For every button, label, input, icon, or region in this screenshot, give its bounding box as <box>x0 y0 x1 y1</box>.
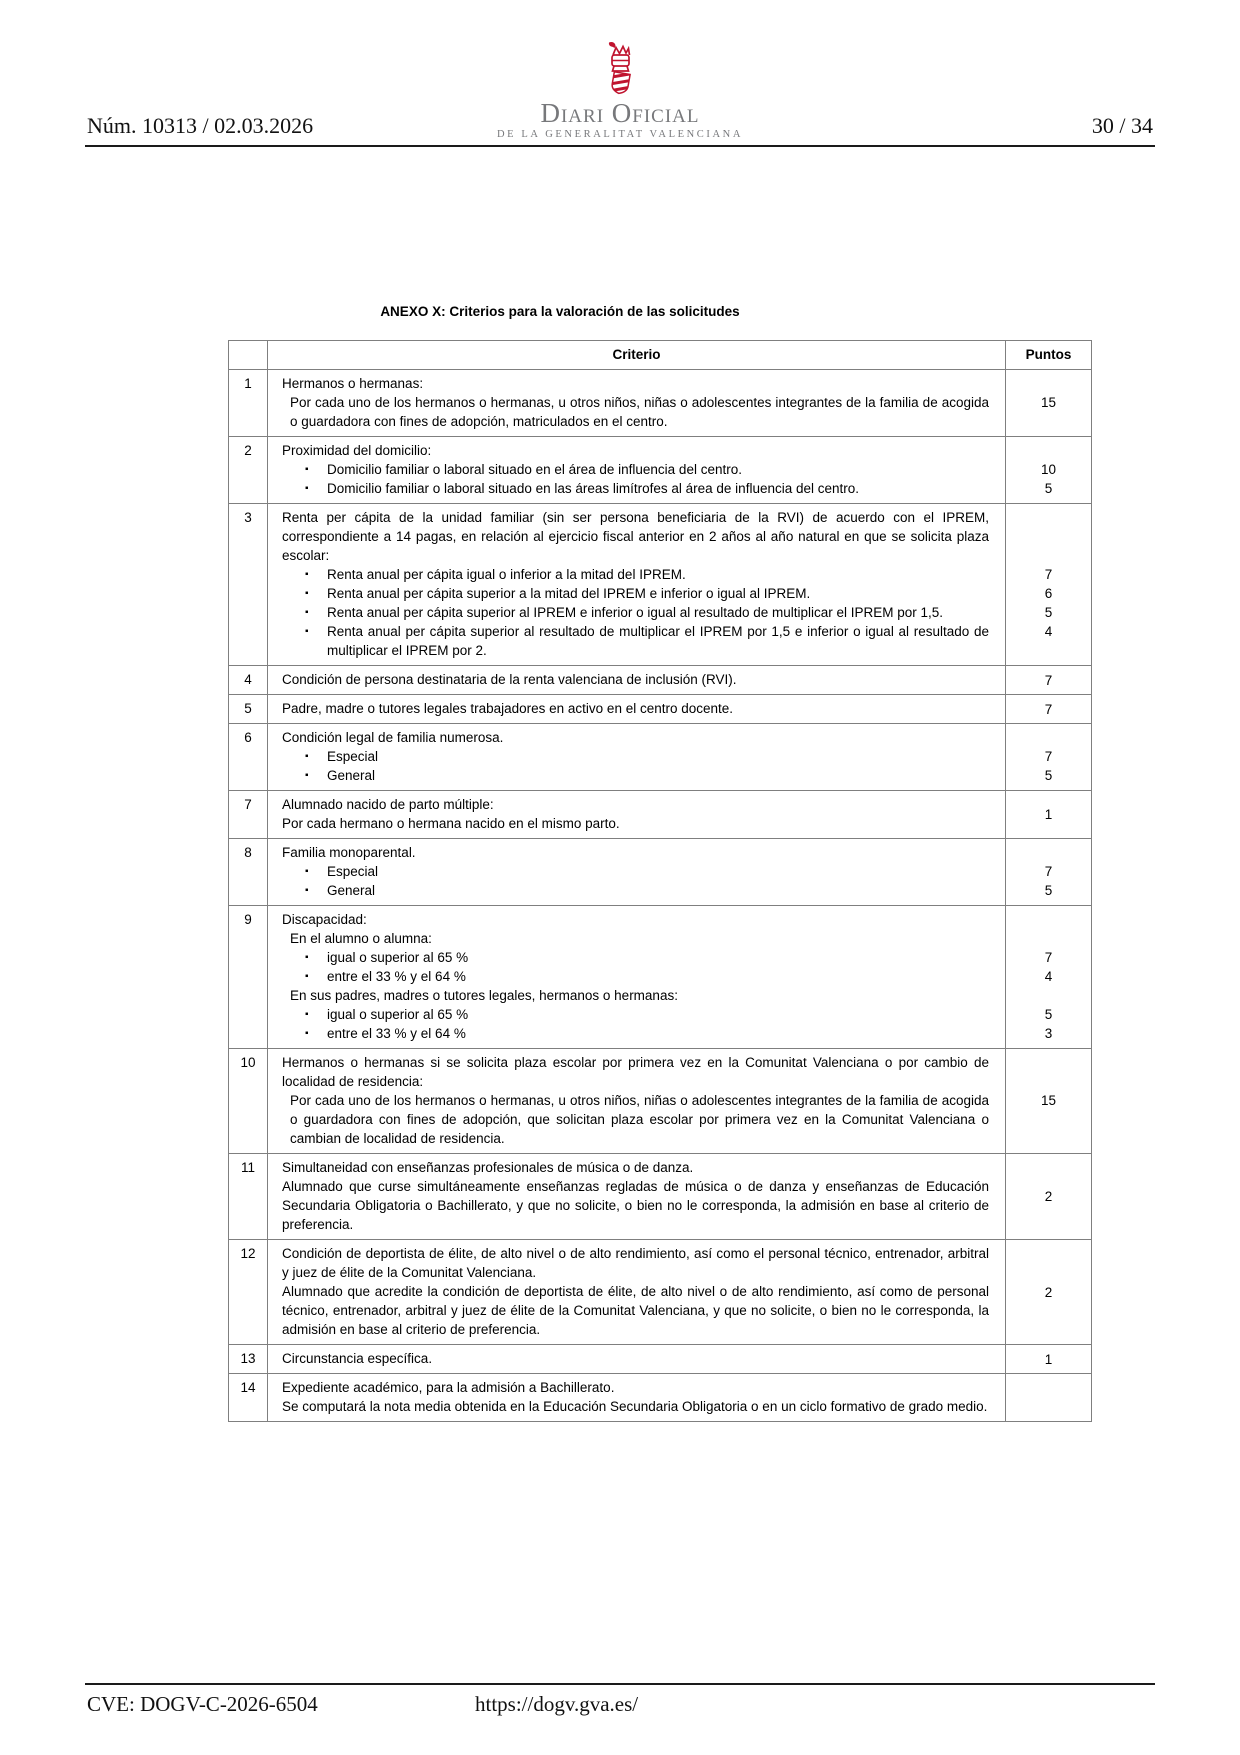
row-body <box>268 695 1091 723</box>
row-number: 12 <box>229 1240 268 1344</box>
criterion-segment <box>268 370 1091 393</box>
page-number: 30 / 34 <box>1091 113 1153 138</box>
header-puntos: Puntos <box>1005 341 1091 369</box>
row-points: 10 <box>1005 460 1091 479</box>
criterion-text: Proximidad del domicilio: <box>282 443 432 458</box>
row-number: 14 <box>229 1374 268 1421</box>
row-points: 7 <box>1005 862 1091 881</box>
criterion-text: Circunstancia específica. <box>282 1351 433 1366</box>
row-points: 7 <box>1005 948 1091 967</box>
row-points <box>1005 839 1091 862</box>
row-number: 9 <box>229 906 268 1048</box>
row-number: 7 <box>229 791 268 838</box>
criterion-text: ▪ Domicilio familiar o laboral situado en las áreas limítrofes al área de influencia del centro. <box>268 479 1005 503</box>
criterion-segment <box>268 622 1091 665</box>
row-points: 1 <box>1005 1345 1091 1373</box>
criterion-text: Alumnado que acredite la condición de deportista de élite, de alto nivel o de alto rendimiento, así como de personal técnico, entrenador, arbitral y juez de élite de la Comunitat Valenciana, y que no solicite, o bien no le corresponda, la admisión en base al criterio de preferencia. <box>282 1284 989 1337</box>
logo-subtitle: DE LA GENERALITAT VALENCIANA <box>496 129 744 140</box>
row-points <box>1005 1397 1091 1421</box>
criterion-segment <box>268 460 1091 479</box>
row-points: 15 <box>1005 1091 1091 1153</box>
table-row <box>229 694 1091 723</box>
row-points: 2 <box>1005 1154 1091 1239</box>
table-row <box>229 665 1091 694</box>
row-number: 8 <box>229 839 268 905</box>
criterion-segment <box>268 1397 1091 1421</box>
criterion-text: ▪ Renta anual per cápita superior a la mitad del IPREM e inferior o igual al IPREM. <box>268 584 1005 603</box>
table-row <box>229 838 1091 905</box>
row-points: 1 <box>1005 791 1091 838</box>
row-points <box>1005 370 1091 393</box>
row-points: 5 <box>1005 603 1091 622</box>
criterion-segment <box>268 1005 1091 1024</box>
criterion-segment <box>268 479 1091 503</box>
criterion-text: Hermanos o hermanas si se solicita plaza escolar por primera vez en la Comunitat Valenciana o por cambio de localidad de residencia: <box>282 1055 989 1089</box>
row-points: 7 <box>1005 666 1091 694</box>
criterion-segment <box>268 1049 1091 1091</box>
row-points: 15 <box>1005 393 1091 436</box>
criterion-text: Renta per cápita de la unidad familiar (sin ser persona beneficiaria de la RVI) de acuerdo con el IPREM, correspondiente a 14 pagas, en relación al ejercicio fiscal anterior en 2 años al año natural en que se solicita plaza escolar: <box>282 510 989 563</box>
page-header <box>85 0 1155 147</box>
row-points: 7 <box>1005 695 1091 723</box>
table-row <box>229 369 1091 436</box>
criterion-text: Expediente académico, para la admisión a Bachillerato. <box>282 1380 615 1395</box>
row-number: 5 <box>229 695 268 723</box>
criterion-text: ▪ Renta anual per cápita superior al IPREM e inferior o igual al resultado de multiplicar el IPREM por 1,5. <box>268 603 1005 622</box>
criterion-text: Se computará la nota media obtenida en la Educación Secundaria Obligatoria o en un ciclo formativo de grado medio. <box>282 1399 988 1414</box>
header-criterio: Criterio <box>612 347 661 362</box>
row-body <box>268 724 1091 790</box>
criterion-segment <box>268 839 1091 862</box>
row-points <box>1005 1374 1091 1397</box>
criterion-text: Condición de persona destinataria de la renta valenciana de inclusión (RVI). <box>282 672 737 687</box>
row-points <box>1005 986 1091 1005</box>
criterion-text: Condición de deportista de élite, de alto nivel o de alto rendimiento, así como el personal técnico, entrenador, arbitral y juez de élite de la Comunitat Valenciana. <box>282 1246 989 1280</box>
criterion-segment <box>268 929 1091 948</box>
criterion-segment <box>268 747 1091 766</box>
table-row <box>229 1239 1091 1344</box>
row-points <box>1005 929 1091 948</box>
row-body <box>268 1154 1091 1239</box>
criterion-segment <box>268 1374 1091 1397</box>
criterion-segment <box>268 906 1091 929</box>
criterion-segment <box>268 584 1091 603</box>
row-body <box>268 791 1091 838</box>
criterion-text: ▪ entre el 33 % y el 64 % <box>268 967 1005 986</box>
criterion-segment <box>268 881 1091 905</box>
logo-title: Diari Oficial <box>540 98 700 128</box>
header-number-cell <box>229 341 268 369</box>
row-points <box>1005 724 1091 747</box>
row-criterion <box>268 695 1005 723</box>
criterion-text: Familia monoparental. <box>282 845 416 860</box>
criterion-segment <box>268 1091 1091 1153</box>
criterion-segment <box>268 603 1091 622</box>
criterion-text: Condición legal de familia numerosa. <box>282 730 504 745</box>
row-number: 4 <box>229 666 268 694</box>
criterion-text: ▪ Especial <box>268 862 1005 881</box>
criterion-text: En el alumno o alumna: <box>290 931 432 946</box>
criteria-table <box>228 340 1092 1422</box>
page-footer <box>85 1683 1155 1745</box>
criterion-text: Alumnado que curse simultáneamente enseñanzas regladas de música o de danza y enseñanzas de Educación Secundaria Obligatoria o Bachillerato, y que no solicite, o bien no le corresponda, la admisión en base al criterio de preferencia. <box>282 1179 989 1232</box>
criterion-segment <box>268 504 1091 565</box>
table-row <box>229 905 1091 1048</box>
criterion-segment <box>268 393 1091 436</box>
row-points <box>1005 1049 1091 1091</box>
criteria-table-body <box>229 369 1091 1421</box>
row-points <box>1005 437 1091 460</box>
row-body <box>268 906 1091 1048</box>
criterion-segment <box>268 948 1091 967</box>
row-points: 3 <box>1005 1024 1091 1048</box>
criterion-segment <box>268 862 1091 881</box>
criterion-segment <box>268 437 1091 460</box>
criterion-text: ▪ entre el 33 % y el 64 % <box>268 1024 1005 1048</box>
dogv-url: https://dogv.gva.es/ <box>475 1692 639 1716</box>
criterion-text: Discapacidad: <box>282 912 367 927</box>
table-row <box>229 1153 1091 1239</box>
dogv-logo <box>450 40 790 141</box>
criterion-text: ▪ Domicilio familiar o laboral situado en el área de influencia del centro. <box>268 460 1005 479</box>
row-points: 7 <box>1005 565 1091 584</box>
annex-title: ANEXO X: Criterios para la valoración de las solicitudes <box>380 304 740 319</box>
criterion-text: ▪ igual o superior al 65 % <box>268 1005 1005 1024</box>
row-points: 6 <box>1005 584 1091 603</box>
criterion-text: Por cada uno de los hermanos o hermanas, u otros niños, niñas o adolescentes integrantes de la familia de acogida o guardadora con fines de adopción, matriculados en el centro. <box>290 395 989 429</box>
row-number: 10 <box>229 1049 268 1153</box>
criterion-text: Hermanos o hermanas: <box>282 376 424 391</box>
criterion-text: Por cada uno de los hermanos o hermanas, u otros niños, niñas o adolescentes integrantes de la familia de acogida o guardadora con fines de adopción, que solicitan plaza escolar por primera vez en la Comunitat Valenciana o cambian de localidad de residencia. <box>290 1093 989 1146</box>
row-body <box>268 370 1091 436</box>
row-points <box>1005 906 1091 929</box>
criterion-segment <box>268 766 1091 790</box>
row-body <box>268 504 1091 665</box>
row-number: 2 <box>229 437 268 503</box>
criterion-segment <box>268 986 1091 1005</box>
issue-number: Núm. 10313 / 02.03.2026 <box>87 113 314 138</box>
row-body <box>268 437 1091 503</box>
criterion-text: ▪ Renta anual per cápita superior al resultado de multiplicar el IPREM por 1,5 e inferior o igual al resultado de multiplicar el IPREM por 2. <box>268 622 1005 665</box>
row-points: 4 <box>1005 622 1091 665</box>
row-number: 3 <box>229 504 268 665</box>
criterion-text: Alumnado nacido de parto múltiple: <box>282 797 494 812</box>
generalitat-emblem-icon <box>597 40 643 98</box>
criterion-text: Simultaneidad con enseñanzas profesionales de música o de danza. <box>282 1160 694 1175</box>
row-body <box>268 1374 1091 1421</box>
table-row <box>229 503 1091 665</box>
table-row <box>229 436 1091 503</box>
row-number: 1 <box>229 370 268 436</box>
table-row <box>229 1344 1091 1373</box>
table-header-row <box>229 341 1091 369</box>
criterion-text: Por cada hermano o hermana nacido en el mismo parto. <box>282 816 620 831</box>
criterion-text: ▪ Renta anual per cápita igual o inferior a la mitad del IPREM. <box>268 565 1005 584</box>
row-body <box>268 1345 1091 1373</box>
criterion-text: ▪ Especial <box>268 747 1005 766</box>
table-row <box>229 1048 1091 1153</box>
criterion-text: Padre, madre o tutores legales trabajadores en activo en el centro docente. <box>282 701 734 716</box>
row-points: 5 <box>1005 766 1091 790</box>
row-points: 5 <box>1005 881 1091 905</box>
row-number: 6 <box>229 724 268 790</box>
criterion-text: ▪ igual o superior al 65 % <box>268 948 1005 967</box>
table-row <box>229 1373 1091 1421</box>
row-points: 5 <box>1005 479 1091 503</box>
row-points: 7 <box>1005 747 1091 766</box>
criterion-text: En sus padres, madres o tutores legales, hermanos o hermanas: <box>290 988 678 1003</box>
row-points <box>1005 504 1091 565</box>
criterion-segment <box>268 1024 1091 1048</box>
row-body <box>268 1240 1091 1344</box>
row-number: 13 <box>229 1345 268 1373</box>
criterion-segment <box>268 724 1091 747</box>
row-body <box>268 1049 1091 1153</box>
row-number: 11 <box>229 1154 268 1239</box>
row-points: 4 <box>1005 967 1091 986</box>
row-criterion <box>268 1154 1005 1239</box>
row-points: 2 <box>1005 1240 1091 1344</box>
table-row <box>229 723 1091 790</box>
table-row <box>229 790 1091 838</box>
row-body <box>268 666 1091 694</box>
row-criterion <box>268 666 1005 694</box>
row-criterion <box>268 1345 1005 1373</box>
row-body <box>268 839 1091 905</box>
row-points: 5 <box>1005 1005 1091 1024</box>
cve-code: CVE: DOGV-C-2026-6504 <box>87 1692 318 1716</box>
criterion-segment <box>268 565 1091 584</box>
row-criterion <box>268 1240 1005 1344</box>
criterion-segment <box>268 967 1091 986</box>
criterion-text: ▪ General <box>268 881 1005 905</box>
criterion-text: ▪ General <box>268 766 1005 790</box>
row-criterion <box>268 791 1005 838</box>
